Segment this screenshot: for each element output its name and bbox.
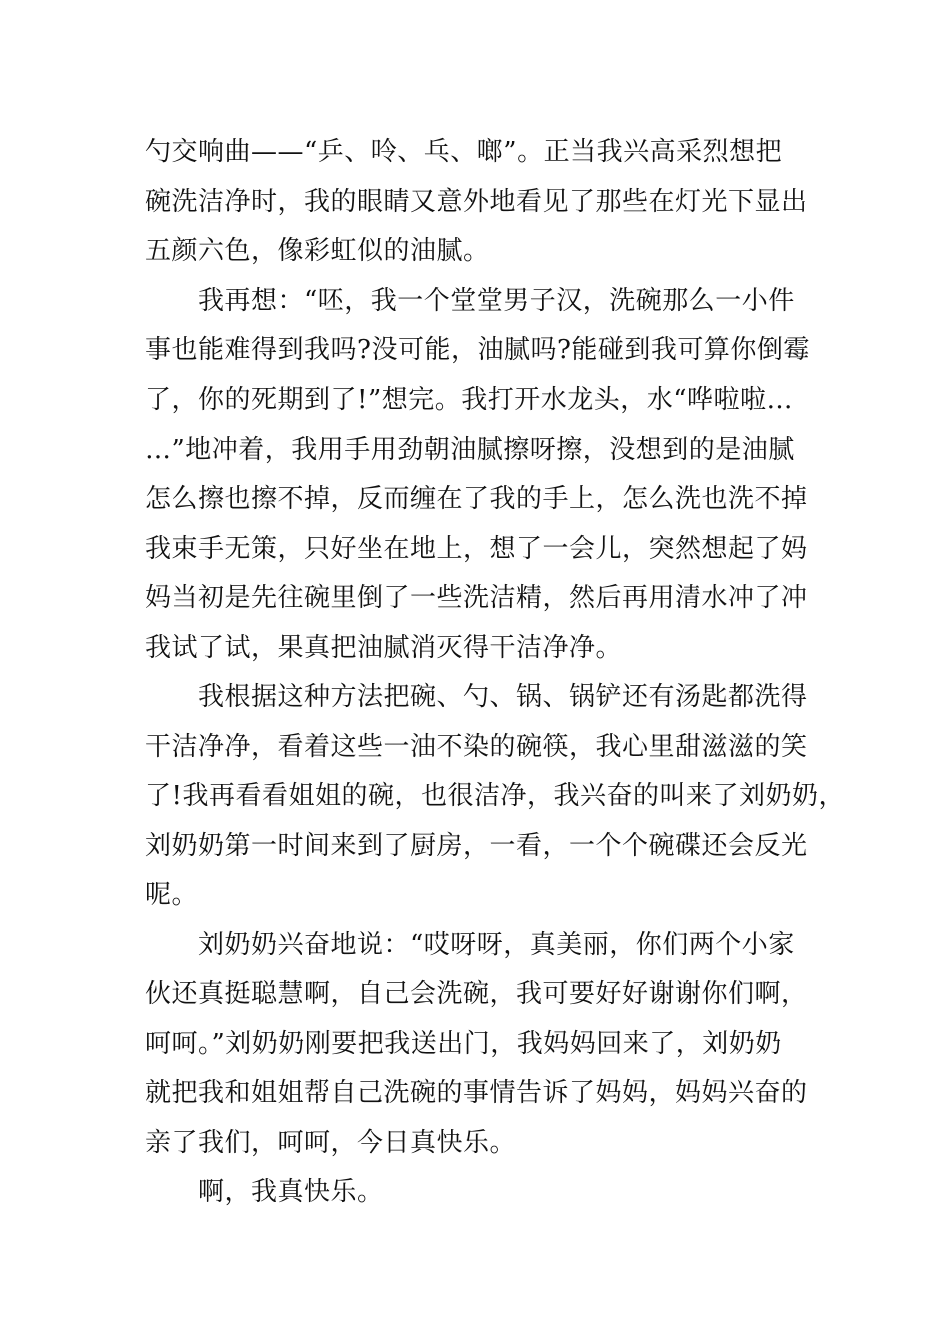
text-line: 妈当初是先往碗里倒了一些洗洁精，然后再用清水冲了冲	[145, 583, 808, 613]
text-line: 怎么擦也擦不掉，反而缠在了我的手上，怎么洗也洗不掉	[145, 484, 808, 514]
text-line: 我根据这种方法把碗、勺、锅、锅铲还有汤匙都洗得	[198, 682, 808, 712]
text-line: 就把我和姐姐帮自己洗碗的事情告诉了妈妈，妈妈兴奋的	[145, 1078, 808, 1108]
text-line: 啊，我真快乐。	[198, 1177, 384, 1207]
text-line: 勺交响曲——“乒、呤、乓、啷”。正当我兴高采烈想把	[145, 137, 783, 167]
text-line: 五颜六色，像彩虹似的油腻。	[145, 236, 490, 266]
text-line: 我试了试，果真把油腻消灭得干洁净净。	[145, 633, 623, 663]
text-line: 伙还真挺聪慧啊，自己会洗碗，我可要好好谢谢你们啊，	[145, 979, 808, 1009]
text-line: 了，你的死期到了!”想完。我打开水龙头，水“哗啦啦…	[145, 385, 794, 415]
text-line: 我再想：“呸，我一个堂堂男子汉，洗碗那么一小件	[198, 286, 795, 316]
text-line: 干洁净净，看着这些一油不染的碗筷，我心里甜滋滋的笑	[145, 732, 808, 762]
text-line: 刘奶奶第一时间来到了厨房，一看，一个个碗碟还会反光	[145, 831, 808, 861]
text-line: 了!我再看看姐姐的碗，也很洁净，我兴奋的叫来了刘奶奶，	[145, 781, 845, 811]
text-line: 碗洗洁净时，我的眼睛又意外地看见了那些在灯光下显出	[145, 187, 808, 217]
text-line: 呢。	[145, 880, 199, 910]
text-line: 事也能难得到我吗?没可能，油腻吗?能碰到我可算你倒霉	[145, 335, 810, 365]
text-line: 亲了我们，呵呵，今日真快乐。	[145, 1128, 517, 1158]
text-line: 我束手无策，只好坐在地上，想了一会儿，突然想起了妈	[145, 534, 808, 564]
text-line: 呵呵。”刘奶奶刚要把我送出门，我妈妈回来了，刘奶奶	[145, 1029, 782, 1059]
text-line: 刘奶奶兴奋地说：“哎呀呀，真美丽，你们两个小家	[198, 930, 795, 960]
text-line: …”地冲着，我用手用劲朝油腻擦呀擦，没想到的是油腻	[145, 435, 795, 465]
